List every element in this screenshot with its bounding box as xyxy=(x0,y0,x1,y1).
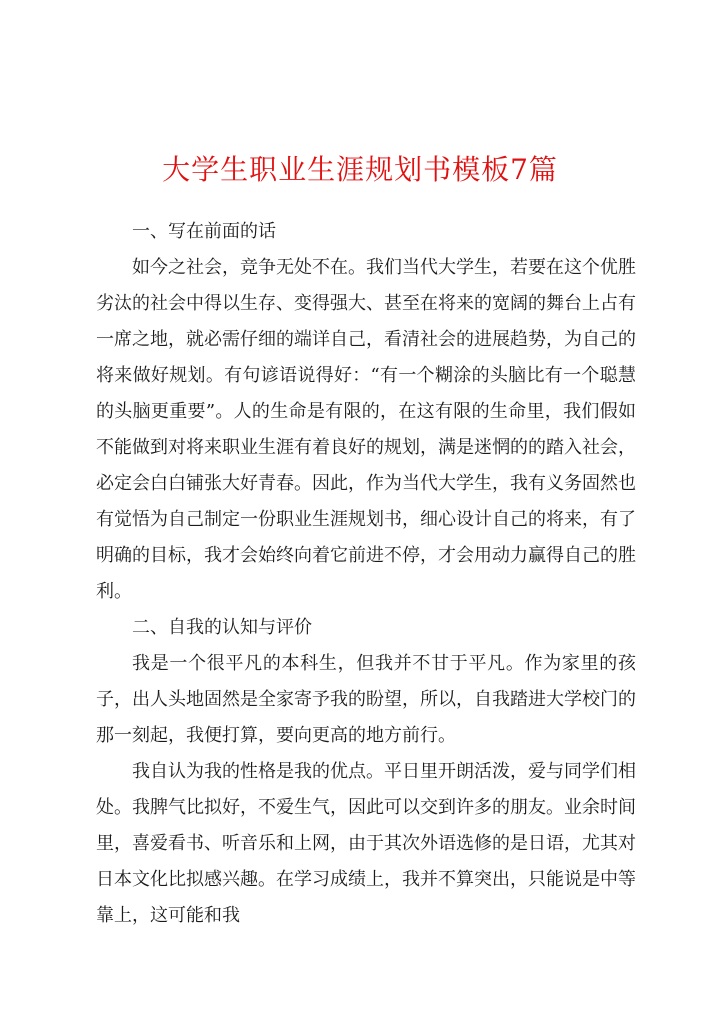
document-title: 大学生职业生涯规划书模板7篇 xyxy=(162,153,558,186)
paragraph: 我是一个很平凡的本科生，但我并不甘于平凡。作为家里的孩子，出人头地固然是全家寄予我的盼望，所以，自我踏进大学校门的那一刻起，我便打算，要向更高的地方前行。 xyxy=(96,653,636,746)
section-heading: 一、写在前面的话 xyxy=(132,221,276,242)
paragraph: 我自认为我的性格是我的优点。平日里开朗活泼，爱与同学们相处。我脾气比拟好，不爱生气，因此可以交到许多的朋友。业余时间里，喜爱看书、听音乐和上网，由于其次外语选修的是日语，尤其对日本文化比拟感兴趣。在学习成绩上，我并不算突出，只能说是中等靠上，这可能和我 xyxy=(96,761,636,926)
document-body xyxy=(96,214,636,934)
paragraph: 如今之社会，竞争无处不在。我们当代大学生，若要在这个优胜劣汰的社会中得以生存、变得强大、甚至在将来的宽阔的舞台上占有一席之地，就必需仔细的端详自己，看清社会的进展趋势，为自己的将来做好规划。有句谚语说得好：“有一个糊涂的头脑比有一个聪慧的头脑更重要”。人的生命是有限的，在这有限的生命里，我们假如不能做到对将来职业生涯有着良好的规划，满是迷惘的的踏入社会，必定会白白铺张大好青春。因此，作为当代大学生，我有义务固然也有觉悟为自己制定一份职业生涯规划书，细心设计自己的将来，有了明确的目标，我才会始终向着它前进不停，才会用动力赢得自己的胜利。 xyxy=(96,257,636,602)
section-heading: 二、自我的认知与评价 xyxy=(132,617,312,638)
